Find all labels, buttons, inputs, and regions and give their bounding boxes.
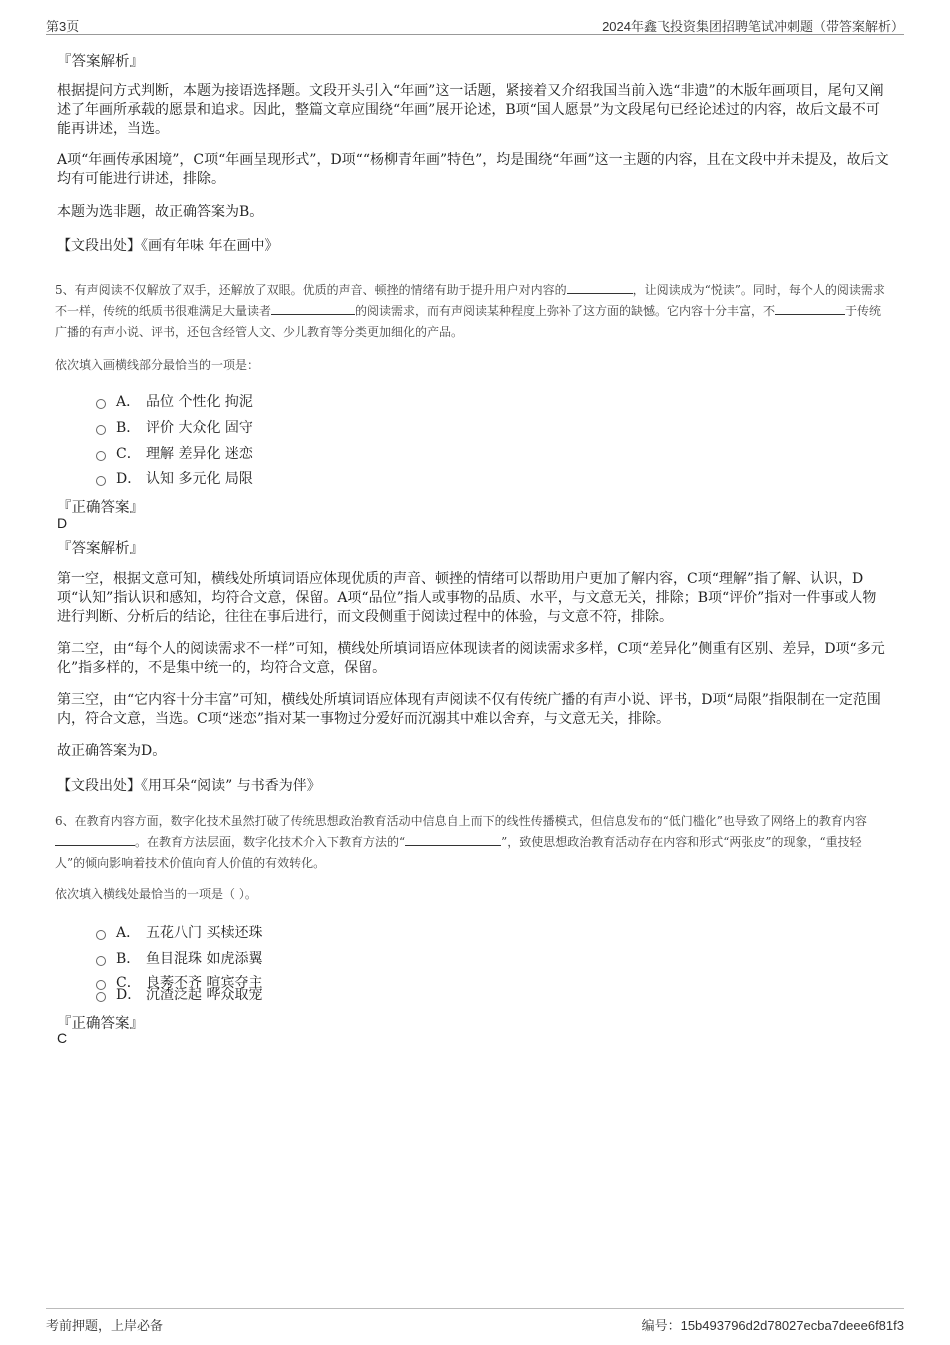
q5-option-c[interactable]: C． 理解 差异化 迷恋 [96,443,253,463]
q5-option-b[interactable]: B． 评价 大众化 固守 [96,417,253,437]
q4-analysis-para1: 根据提问方式判断，本题为接语选择题。文段开头引入“年画”这一话题，紧接着又介绍我国当前入选“非遗”的木版年画项目，尾句又阐述了年画所承载的愿景和追求。因此，整篇文章应围绕“年画”展开论述，B项“国人愿景”为文段尾句已经论述过的内容，故后文最不可能再讲述，当选。 [57,83,884,137]
q5-correct-answer: D [57,515,68,531]
q6-option-d[interactable]: D． 沉渣泛起 哗众取宠 [96,984,262,1004]
footer-slogan: 考前押题，上岸必备 [46,1318,164,1333]
document-title: 2024年鑫飞投资集团招聘笔试冲刺题（带答案解析） [602,19,904,34]
q5-option-a[interactable]: A． 品位 个性化 拘泥 [96,391,253,411]
q6-blank-2 [405,833,501,846]
q6-option-b[interactable]: B． 鱼目混珠 如虎添翼 [96,948,262,968]
footer-divider [46,1308,904,1309]
q5-analysis-para2: 第二空，由“每个人的阅读需求不一样”可知，横线处所填词语应体现读者的阅读需求多样，C项“差异化”侧重有区别、差异，D项“多元化”指多样的，不是集中统一的，均符合文意，保留。 [57,641,885,676]
radio-icon[interactable] [96,399,106,409]
page-number: 第3页 [46,19,80,34]
q4-analysis-para2: A项“年画传承困境”，C项“年画呈现形式”，D项““杨柳青年画”特色”，均是围绕“年画”这一主题的内容，且在文段中并未提及，故后文均有可能进行讲述，排除。 [57,152,889,187]
q5-analysis-para3: 第三空，由“它内容十分丰富”可知，横线处所填词语应体现有声阅读不仅有传统广播的有声小说、评书，D项“局限”指限制在一定范围内，符合文意，当选。C项“迷恋”指对某一事物过分爱好而沉溺其中难以舍弃，与文意无关，排除。 [57,692,881,727]
q5-prompt: 依次填入画横线部分最恰当的一项是： [55,358,260,372]
q6-blank-1 [55,833,135,846]
q5-correct-heading: 『正确答案』 [57,500,144,516]
q5-source: 【文段出处】《用耳朵“阅读” 与书香为伴》 [57,778,321,794]
q6-stem: 6、在教育内容方面，数字化技术虽然打破了传统思想政治教育活动中信息自上而下的线性传播模式，但信息发布的“低门槛化”也导致了网络上的教育内容。在教育方法层面，数字化技术介入下教育方法的“ ”，致使思想政治教育活动存在内容和形式“两张皮”的现象，“重技轻人”的倾向影响着技术价值向育人价值的有效转化。 [55,814,867,870]
q4-source: 【文段出处】《画有年味 年在画中》 [57,238,279,254]
q5-analysis-para4: 故正确答案为D。 [57,743,167,759]
radio-icon[interactable] [96,992,106,1002]
document-id: 编号：15b493796d2d78027ecba7deee6f81f3 [641,1318,904,1333]
header-divider [46,34,904,35]
q5-option-d[interactable]: D． 认知 多元化 局限 [96,468,253,488]
q6-option-c[interactable]: C． 良莠不齐 喧宾夺主 [96,972,262,992]
q6-correct-answer: C [57,1030,68,1046]
radio-icon[interactable] [96,476,106,486]
q5-blank-3 [775,302,845,315]
radio-icon[interactable] [96,930,106,940]
radio-icon[interactable] [96,425,106,435]
q5-blank-2 [271,302,355,315]
q4-analysis-para3: 本题为选非题，故正确答案为B。 [57,204,264,220]
q5-analysis-heading: 『答案解析』 [57,541,144,557]
radio-icon[interactable] [96,451,106,461]
q5-stem: 5、有声阅读不仅解放了双手，还解放了双眼。优质的声音、顿挫的情绪有助于提升用户对内容的 ，让阅读成为“悦读”。同时，每个人的阅读需求不一样，传统的纸质书很难满足大量读者 的阅读需求，而有声阅读某种程度上弥补了这方面的缺憾。它内容十分丰富，不 于传统广播的有声小说、评书，还包含经管人文、少儿教育等分类更加细化的产品。 [55,283,885,339]
q6-option-a[interactable]: A． 五花八门 买椟还珠 [96,922,262,942]
q5-blank-1 [567,281,633,294]
q6-correct-heading: 『正确答案』 [57,1016,144,1032]
q6-prompt: 依次填入横线处最恰当的一项是（ ）。 [55,887,257,901]
radio-icon[interactable] [96,956,106,966]
q5-analysis-para1: 第一空，根据文意可知，横线处所填词语应体现优质的声音、顿挫的情绪可以帮助用户更加了解内容，C项“理解”指了解、认识，D项“认知”指认识和感知，均符合文意，保留。A项“品位”指人或事物的品质、水平，与文意无关，排除；B项“评价”指对一件事或人物进行判断、分析后的结论，往往在事后进行，而文段侧重于阅读过程中的体验，与文意不符，排除。 [57,571,877,625]
q4-analysis-heading: 『答案解析』 [57,54,144,70]
